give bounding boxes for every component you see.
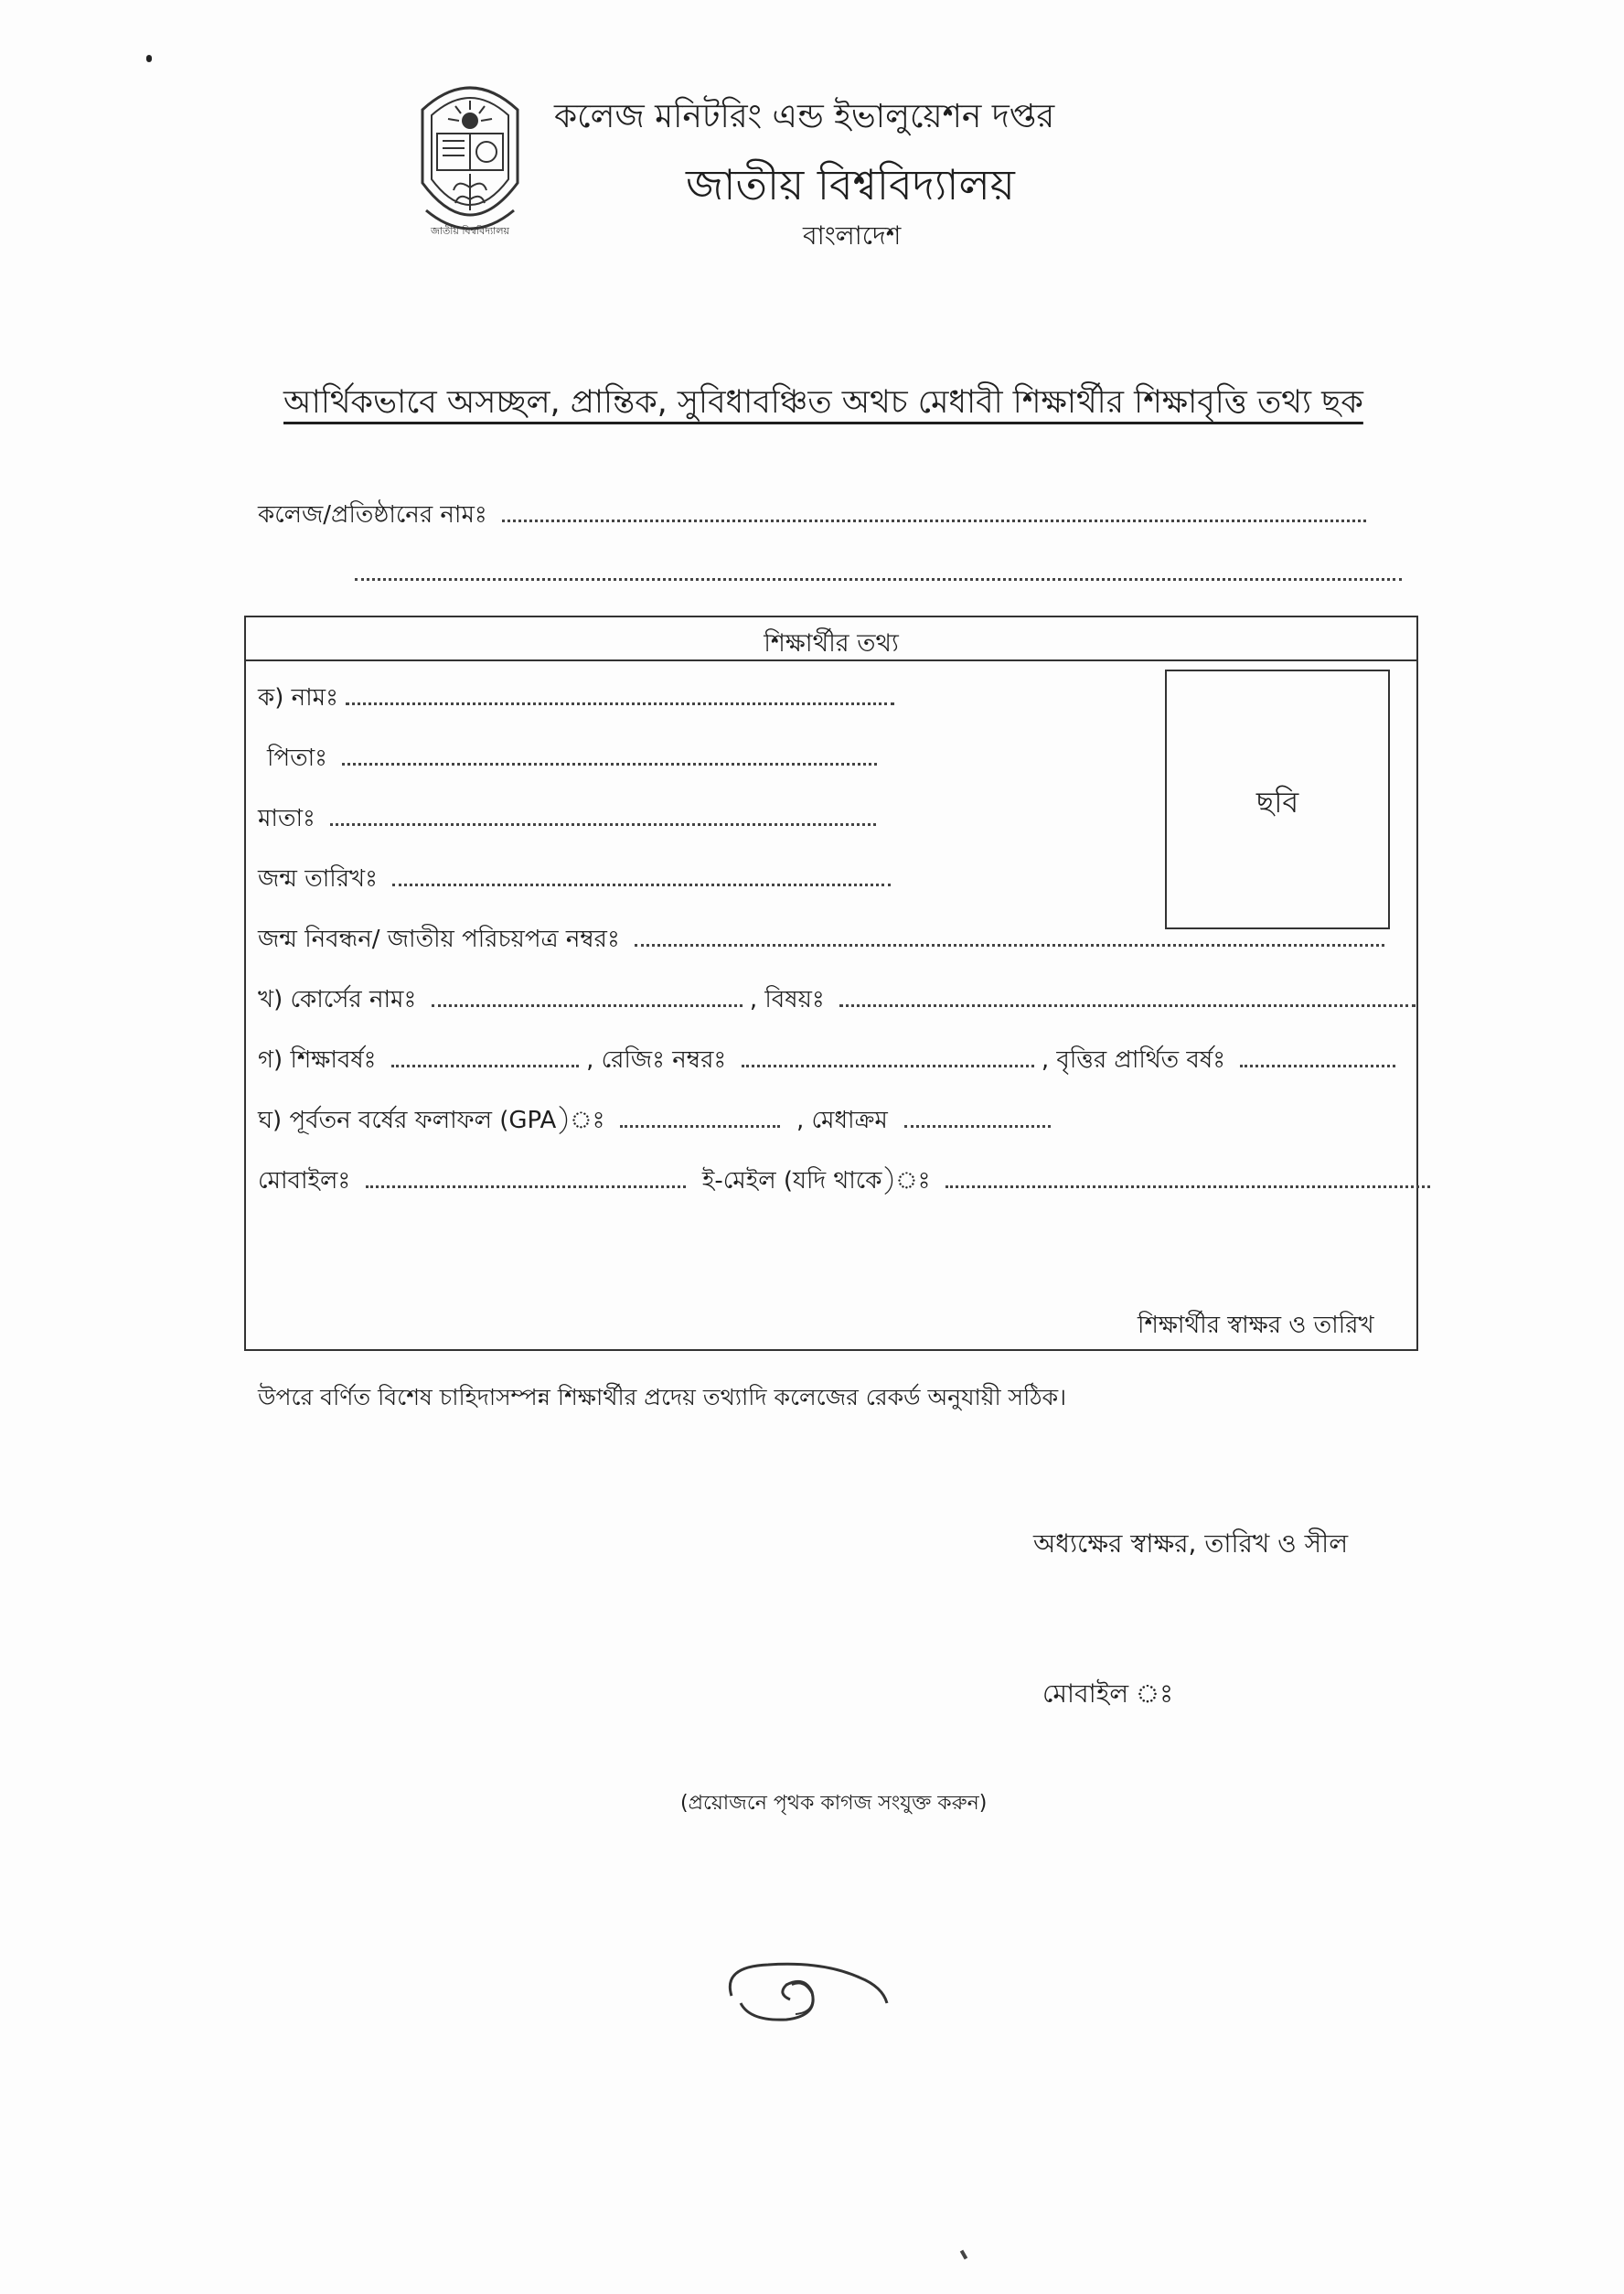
gpa-field[interactable]	[258, 1101, 1051, 1142]
speck	[146, 55, 152, 62]
country-name: বাংলাদেশ	[803, 220, 902, 251]
form-title: আর্থিকভাবে অসচ্ছল, প্রান্তিক, সুবিধাবঞ্চিত অথচ মেধাবী শিক্ষার্থীর শিক্ষাবৃত্তি তথ্য ছক	[283, 384, 1363, 421]
dob-input[interactable]	[392, 867, 891, 886]
principal-signature-label: অধ্যক্ষের স্বাক্ষর, তারিখ ও সীল	[1033, 1528, 1349, 1559]
student-info-heading: শিক্ষার্থীর তথ্য	[764, 629, 899, 658]
reg-label: , রেজিঃ নম্বরঃ	[586, 1046, 727, 1074]
student-info-header	[246, 617, 1416, 661]
seal-text: জাতীয় বিশ্ববিদ্যালয়	[430, 225, 510, 237]
year-label: , বৃত্তির প্রার্থিত বর্ষঃ	[1041, 1046, 1226, 1074]
email-label: ই-মেইল (যদি থাকে)ঃ	[701, 1167, 931, 1195]
name-label: ক) নামঃ	[258, 684, 338, 712]
name-input[interactable]	[346, 686, 894, 705]
department-name: কলেজ মনিটরিং এন্ড ইভালুয়েশন দপ্তর	[554, 98, 1055, 135]
course-input[interactable]	[432, 988, 743, 1007]
subject-label: , বিষয়ঃ	[749, 986, 825, 1013]
gpa-label: ঘ) পূর্বতন বর্ষের ফলাফল (GPA)ঃ	[258, 1107, 605, 1134]
gpa-input[interactable]	[620, 1109, 780, 1128]
session-field[interactable]	[258, 1041, 1395, 1081]
nid-label: জন্ম নিবন্ধন/ জাতীয় পরিচয়পত্র নম্বরঃ	[258, 926, 620, 953]
university-seal-logo	[410, 73, 530, 247]
certification-text: উপরে বর্ণিত বিশেষ চাহিদাসম্পন্ন শিক্ষার্থীর প্রদেয় তথ্যাদি কলেজের রেকর্ড অনুযায়ী সঠিক।	[258, 1384, 1067, 1410]
college-input-continued[interactable]	[355, 562, 1402, 581]
reg-input[interactable]	[742, 1048, 1034, 1067]
dob-field[interactable]	[258, 860, 891, 900]
father-field[interactable]	[267, 739, 877, 779]
dob-label: জন্ম তারিখঃ	[258, 865, 378, 893]
mobile-input[interactable]	[366, 1169, 686, 1188]
student-signature-label: শিক্ষার্থীর স্বাক্ষর ও তারিখ	[1138, 1312, 1374, 1339]
speck	[960, 2250, 967, 2260]
photo-box[interactable]	[1165, 670, 1390, 929]
email-input[interactable]	[946, 1169, 1430, 1188]
university-name: জাতীয় বিশ্ববিদ্যালয়	[686, 160, 1015, 209]
college-field[interactable]	[258, 496, 1366, 536]
father-label: পিতাঃ	[267, 745, 327, 772]
subject-input[interactable]	[839, 988, 1416, 1007]
college-input[interactable]	[502, 503, 1366, 522]
session-input[interactable]	[391, 1048, 579, 1067]
principal-mobile-label: মোবাইল ঃ	[1042, 1678, 1174, 1709]
course-field[interactable]	[258, 981, 1416, 1021]
merit-input[interactable]	[904, 1109, 1051, 1128]
contact-field[interactable]	[258, 1162, 1430, 1202]
merit-label: , মেধাক্রম	[796, 1107, 888, 1134]
year-input[interactable]	[1240, 1048, 1395, 1067]
mobile-label: মোবাইলঃ	[258, 1167, 351, 1195]
mother-label: মাতাঃ	[258, 805, 315, 832]
handwritten-signature	[713, 1939, 896, 2040]
father-input[interactable]	[342, 746, 877, 766]
attachment-note: (প্রয়োজনে পৃথক কাগজ সংযুক্ত করুন)	[680, 1792, 988, 1815]
mother-field[interactable]	[258, 799, 876, 840]
photo-label: ছবি	[1255, 785, 1299, 820]
session-label: গ) শিক্ষাবর্ষঃ	[258, 1046, 377, 1074]
nid-input[interactable]	[635, 927, 1384, 947]
name-field[interactable]	[258, 679, 894, 719]
college-label: কলেজ/প্রতিষ্ঠানের নামঃ	[258, 501, 487, 529]
nid-field[interactable]	[258, 920, 1384, 960]
course-label: খ) কোর্সের নামঃ	[258, 986, 417, 1013]
mother-input[interactable]	[330, 807, 876, 826]
